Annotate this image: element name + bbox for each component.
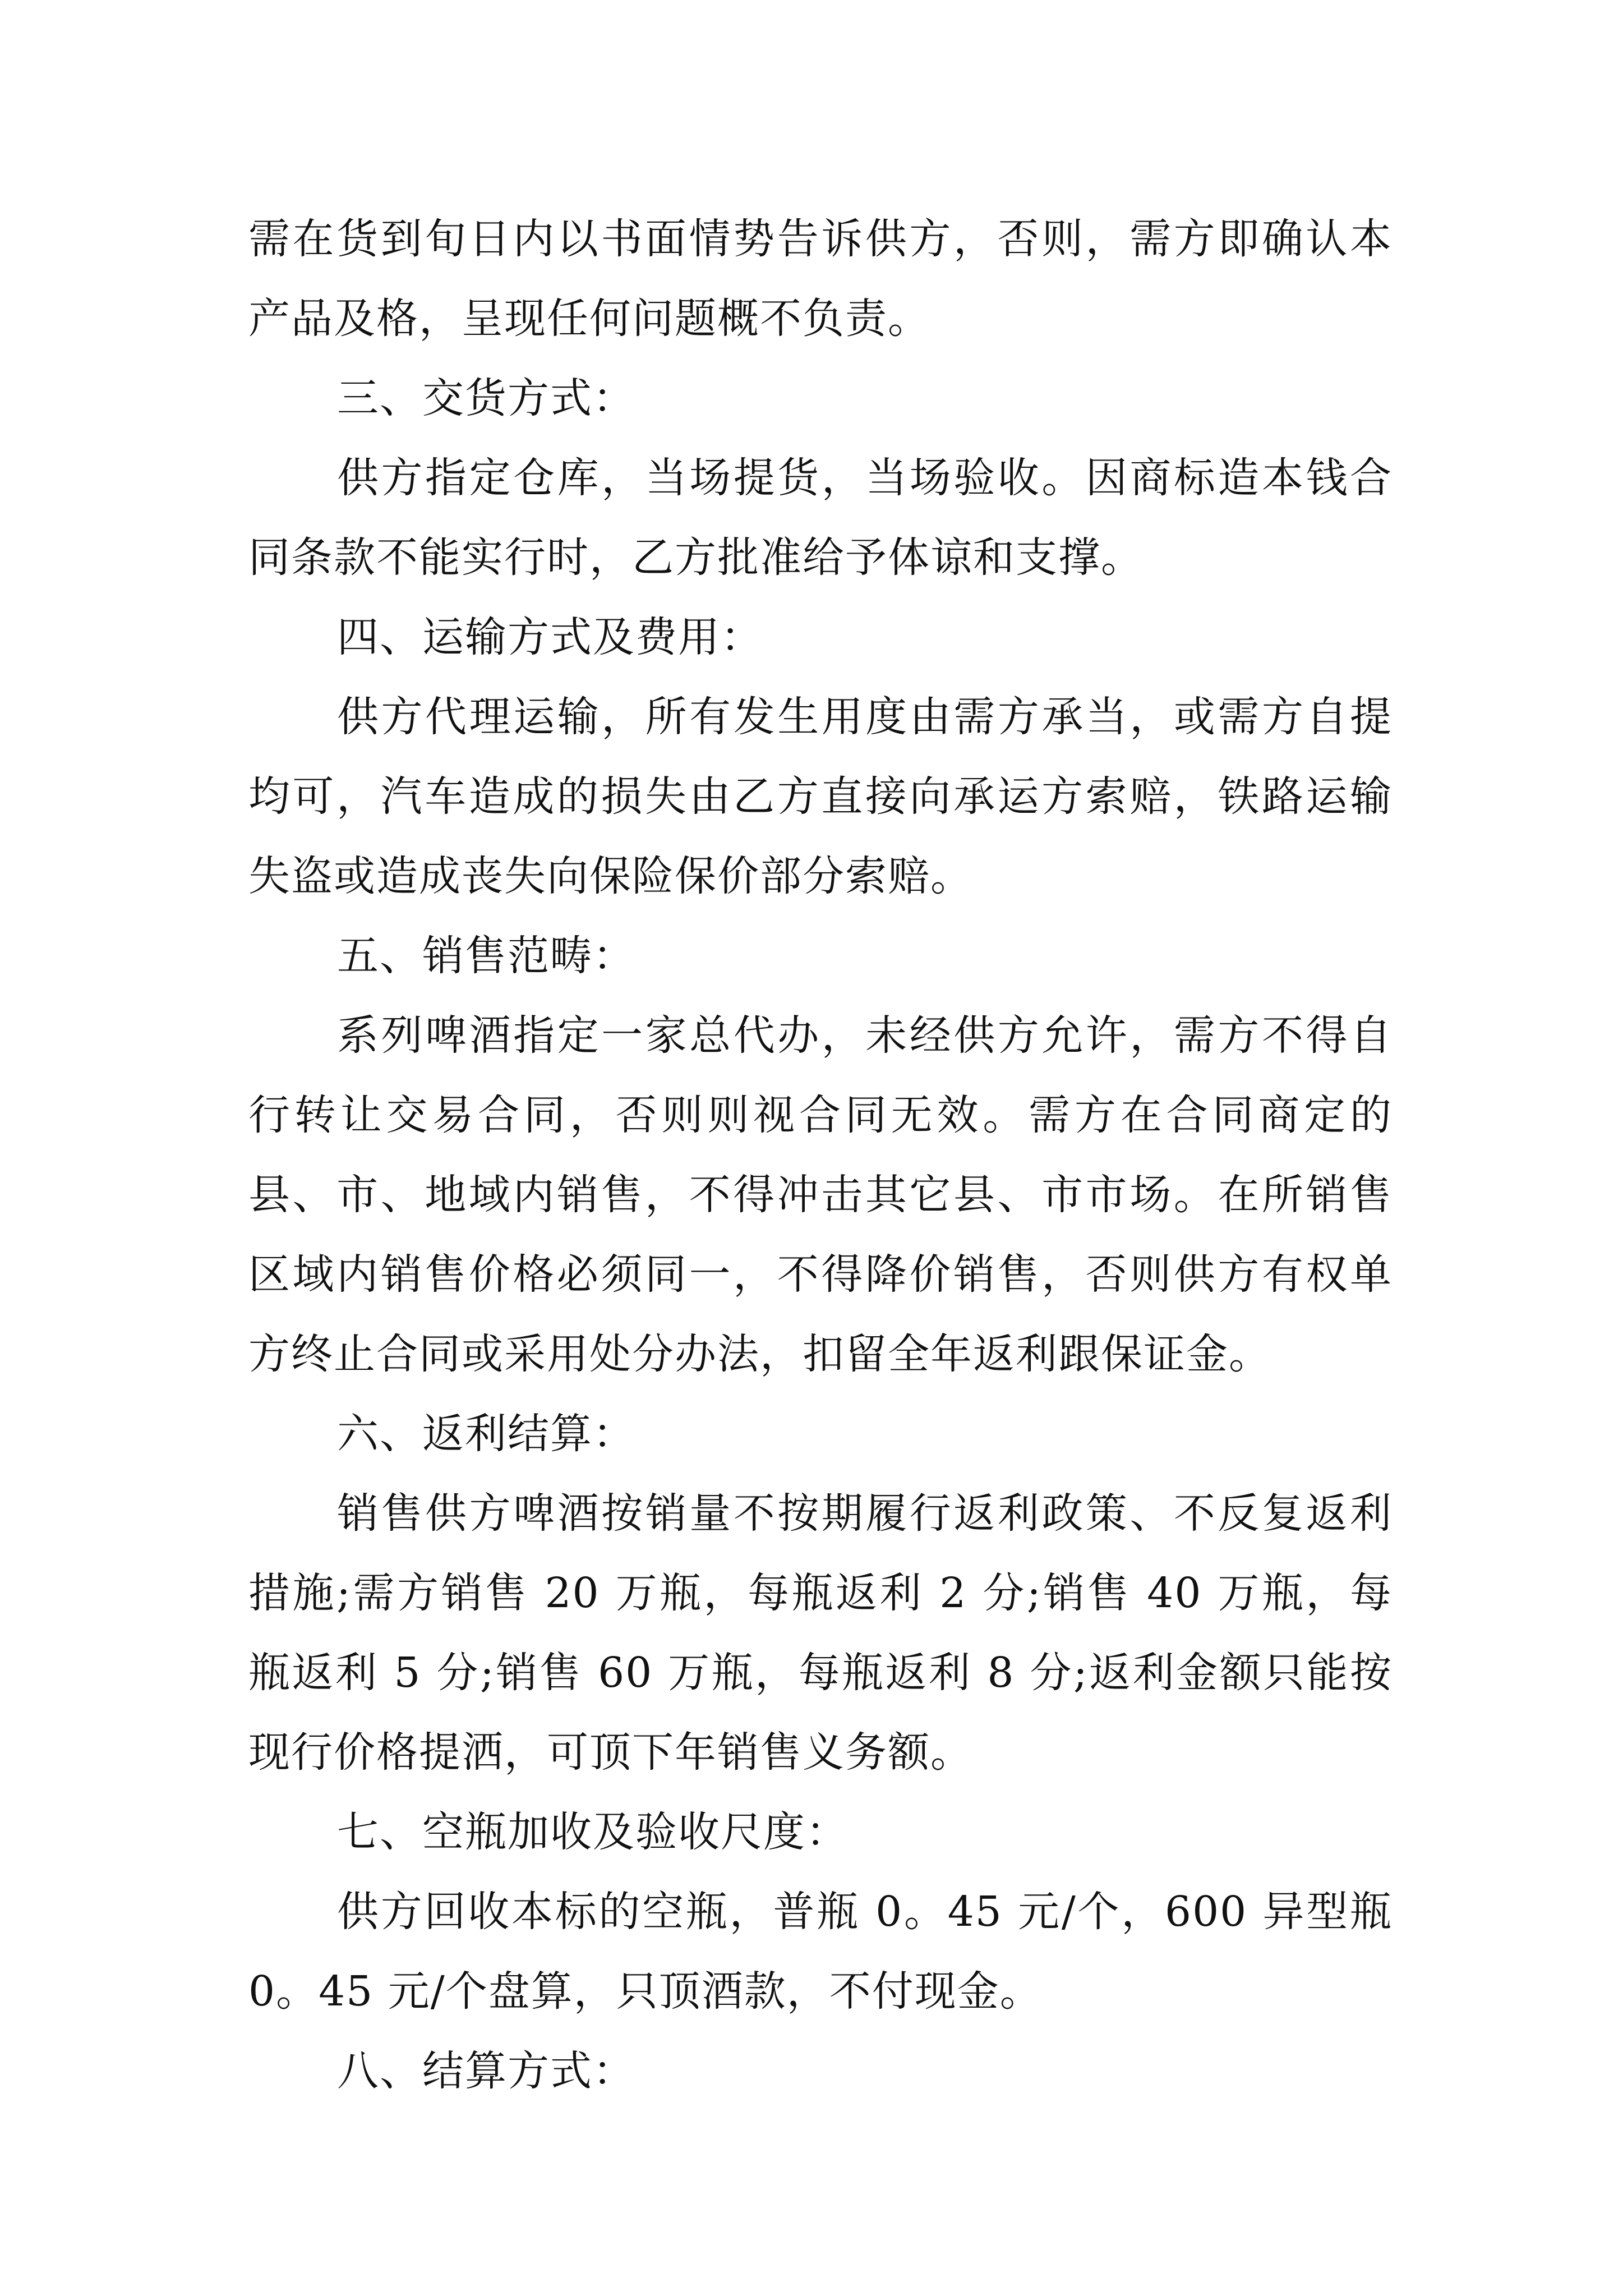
- paragraph-rebate: 销售供方啤酒按销量不按期履行返利政策、不反复返利措施;需方销售 20 万瓶，每瓶返利 2 分;销售 40 万瓶，每瓶返利 5 分;销售 60 万瓶，每瓶返利 8 分;返利金额只能按现行价格提洒，可顶下年销售义务额。: [248, 1489, 1393, 1777]
- section-heading-rebate: 六、返利结算：: [337, 1410, 635, 1458]
- paragraph-empty-bottles: 供方回收本标的空瓶，普瓶 0。45 元/个，600 异型瓶 0。45 元/个盘算，只顶酒款，不付现金。: [248, 1888, 1393, 2016]
- paragraph-sales-scope: 系列啤酒指定一家总代办，未经供方允许，需方不得自行转让交易合同，否则则视合同无效。需方在合同商定的县、市、地域内销售，不得冲击其它县、市市场。在所销售区域内销售价格必须同一，不得降价销售，否则供方有权单方终止合同或采用处分办法，扣留全年返利跟保证金。: [248, 1011, 1393, 1378]
- section-heading-settlement: 八、结算方式：: [337, 2047, 635, 2095]
- paragraph-continuation: 需在货到旬日内以书面情势告诉供方，否则，需方即确认本产品及格，呈现任何问题概不负责。: [248, 215, 1393, 343]
- section-heading-transport: 四、运输方式及费用：: [337, 613, 763, 661]
- document-body: [248, 199, 1393, 2111]
- section-heading-delivery: 三、交货方式：: [337, 374, 635, 422]
- section-heading-sales-scope: 五、销售范畴：: [337, 932, 635, 980]
- paragraph-delivery: 供方指定仓库，当场提货，当场验收。因商标造本钱合同条款不能实行时，乙方批准给予体谅和支撑。: [248, 454, 1393, 582]
- paragraph-transport: 供方代理运输，所有发生用度由需方承当，或需方自提均可，汽车造成的损失由乙方直接向承运方索赔，铁路运输失盗或造成丧失向保险保价部分索赔。: [248, 693, 1393, 900]
- section-heading-empty-bottles: 七、空瓶加收及验收尺度：: [337, 1808, 849, 1856]
